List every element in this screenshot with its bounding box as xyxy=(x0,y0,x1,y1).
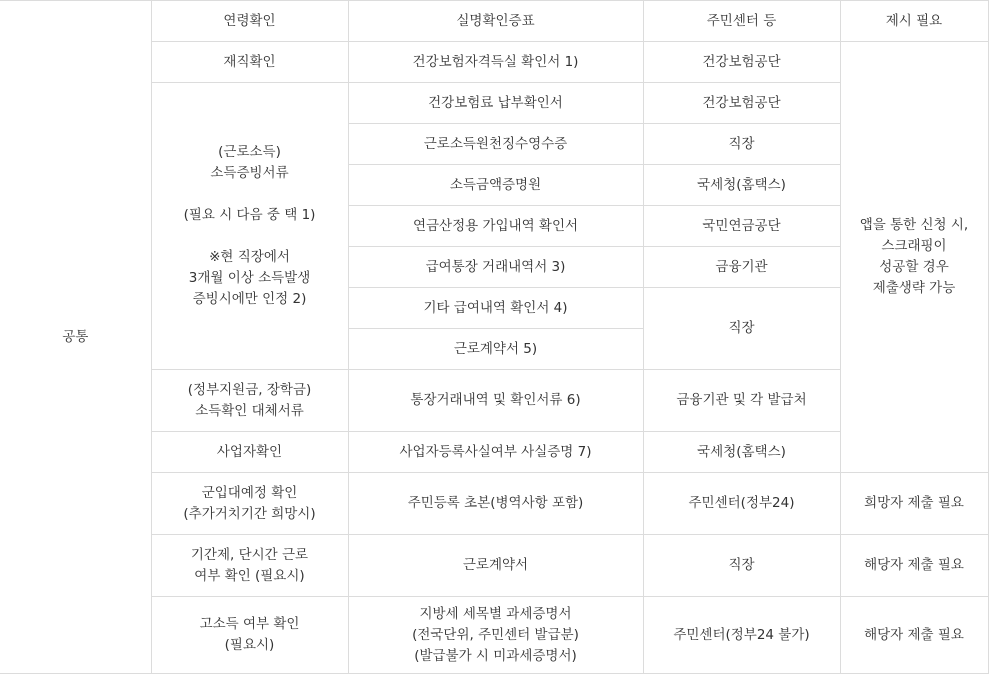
item-cell: (정부지원금, 장학금) 소득확인 대체서류 xyxy=(151,370,348,432)
place-cell: 금융기관 xyxy=(643,247,840,288)
item-cell: 재직확인 xyxy=(151,42,348,83)
place-cell: 국민연금공단 xyxy=(643,206,840,247)
place-cell: 국세청(홈택스) xyxy=(643,165,840,206)
place-cell: 직장 xyxy=(643,535,840,597)
doc-cell: 통장거래내역 및 확인서류 6) xyxy=(348,370,643,432)
doc-cell: 기타 급여내역 확인서 4) xyxy=(348,288,643,329)
note-cell: 해당자 제출 필요 xyxy=(840,535,988,597)
note-cell: 제시 필요 xyxy=(840,1,988,42)
place-cell: 건강보험공단 xyxy=(643,42,840,83)
doc-cell: 소득금액증명원 xyxy=(348,165,643,206)
doc-cell: 건강보험료 납부확인서 xyxy=(348,83,643,124)
place-cell: 주민센터(정부24 불가) xyxy=(643,597,840,674)
item-cell: 연령확인 xyxy=(151,1,348,42)
place-cell: 금융기관 및 각 발급처 xyxy=(643,370,840,432)
doc-cell: 지방세 세목별 과세증명서 (전국단위, 주민센터 발급분) (발급불가 시 미과세증명서) xyxy=(348,597,643,674)
place-cell: 직장 xyxy=(643,124,840,165)
income-item-cell: (근로소득) 소득증빙서류 (필요 시 다음 중 택 1) ※현 직장에서 3개월 이상 소득발생 증빙시에만 인정 2) xyxy=(151,83,348,370)
note-cell: 희망자 제출 필요 xyxy=(840,473,988,535)
doc-cell: 근로계약서 xyxy=(348,535,643,597)
app-note-cell: 앱을 통한 신청 시, 스크래핑이 성공할 경우 제출생략 가능 xyxy=(840,42,988,473)
doc-cell: 주민등록 초본(병역사항 포함) xyxy=(348,473,643,535)
doc-cell: 근로소득원천징수영수증 xyxy=(348,124,643,165)
doc-cell: 실명확인증표 xyxy=(348,1,643,42)
doc-cell: 사업자등록사실여부 사실증명 7) xyxy=(348,432,643,473)
item-cell: 고소득 여부 확인 (필요시) xyxy=(151,597,348,674)
place-cell: 주민센터 등 xyxy=(643,1,840,42)
doc-cell: 연금산정용 가입내역 확인서 xyxy=(348,206,643,247)
item-cell: 기간제, 단시간 근로 여부 확인 (필요시) xyxy=(151,535,348,597)
doc-cell: 건강보험자격득실 확인서 1) xyxy=(348,42,643,83)
place-cell: 국세청(홈택스) xyxy=(643,432,840,473)
item-cell: 군입대예정 확인 (추가거치기간 희망시) xyxy=(151,473,348,535)
doc-cell: 급여통장 거래내역서 3) xyxy=(348,247,643,288)
place-cell: 건강보험공단 xyxy=(643,83,840,124)
item-cell: 사업자확인 xyxy=(151,432,348,473)
category-cell: 공통 xyxy=(0,1,151,674)
table-row xyxy=(0,1,988,42)
note-cell: 해당자 제출 필요 xyxy=(840,597,988,674)
doc-cell: 근로계약서 5) xyxy=(348,329,643,370)
place-cell: 주민센터(정부24) xyxy=(643,473,840,535)
place-cell: 직장 xyxy=(643,288,840,370)
